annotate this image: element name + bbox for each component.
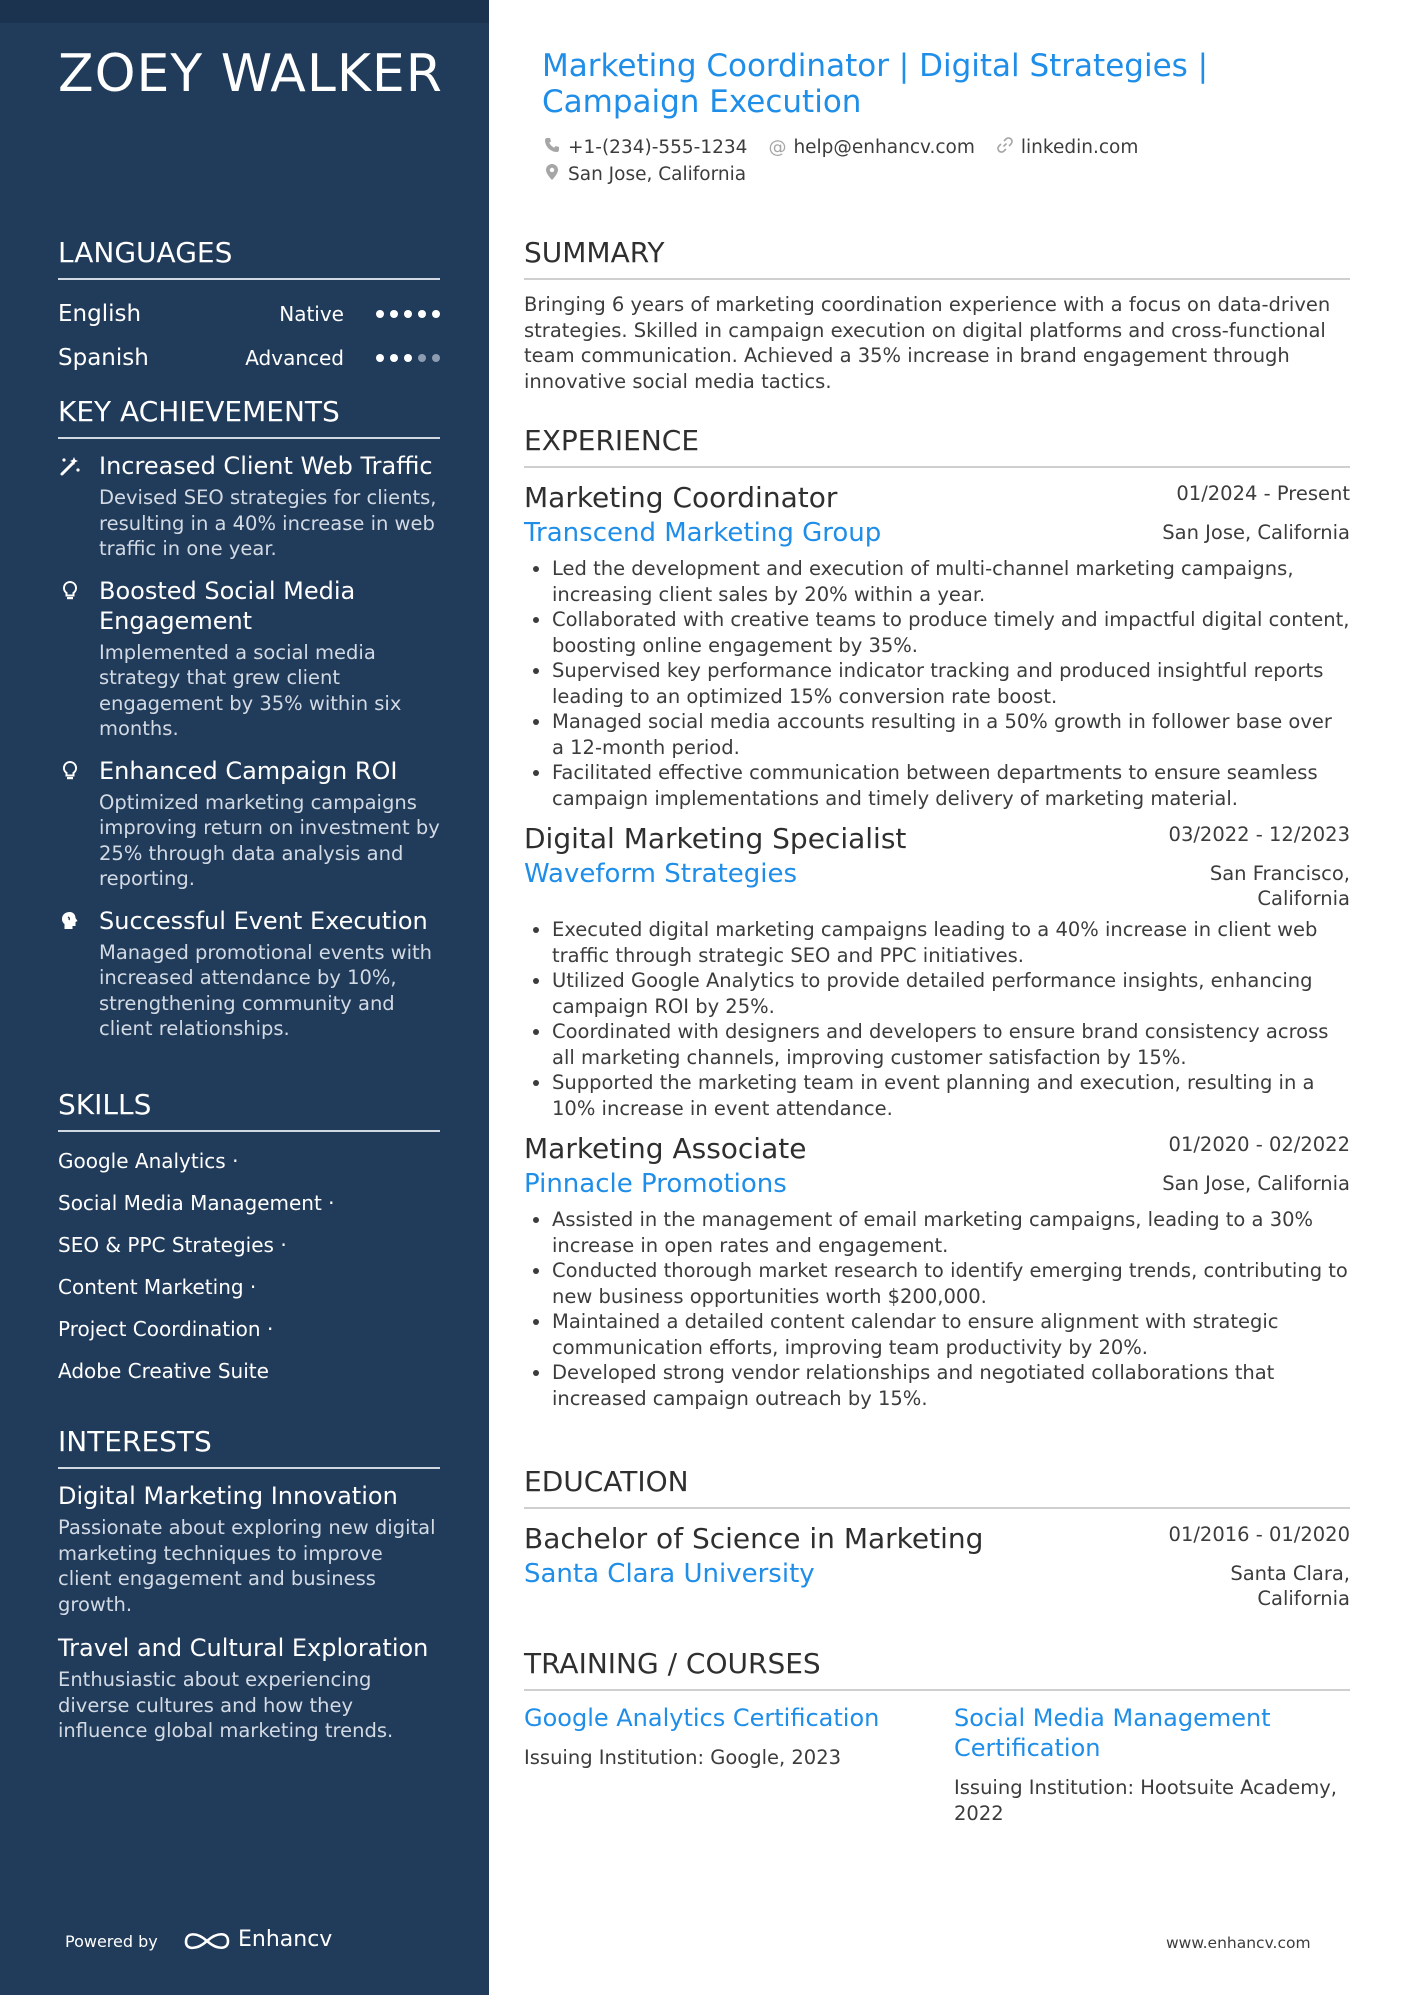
course-title: Social Media Management Certification bbox=[954, 1704, 1271, 1762]
sidebar-top-band bbox=[0, 0, 489, 23]
linkedin-item[interactable] bbox=[995, 136, 1138, 159]
brand-name: Enhancv bbox=[238, 1927, 333, 1952]
dot-filled bbox=[390, 310, 398, 318]
job-date: 01/2020 - 02/2022 bbox=[1168, 1133, 1350, 1156]
skills-section bbox=[58, 1088, 440, 1396]
list-item: • Coordinated with designers and developers to ensure brand consistency across all marketing channels, improving customer satisfaction by 15%. bbox=[552, 1019, 1350, 1070]
job-header bbox=[524, 480, 1350, 516]
language-row bbox=[58, 336, 440, 380]
job-company: Transcend Marketing Group bbox=[524, 518, 882, 548]
main-content bbox=[489, 0, 1410, 1995]
courses-list bbox=[524, 1703, 1350, 1826]
linkedin-text[interactable]: linkedin.com bbox=[1020, 137, 1139, 158]
job-header bbox=[524, 821, 1350, 857]
skill-item: Content Marketing · bbox=[58, 1275, 257, 1299]
job-company: Waveform Strategies bbox=[524, 859, 798, 889]
job-location: San Jose, California bbox=[1162, 1172, 1350, 1195]
achievement-description: Managed promotional events with increased attendance by 10%, strengthening community and client relationships. bbox=[99, 940, 433, 1040]
dot-empty bbox=[432, 354, 440, 362]
job-bullets bbox=[524, 917, 1350, 1121]
job-location: San Jose, California bbox=[1162, 521, 1350, 544]
interests-section bbox=[58, 1425, 440, 1760]
languages-heading: LANGUAGES bbox=[58, 236, 440, 280]
skill-item: Google Analytics · bbox=[58, 1149, 239, 1173]
dot-filled bbox=[432, 310, 440, 318]
sidebar bbox=[0, 0, 489, 1995]
job-location: San Francisco, California bbox=[1209, 862, 1350, 910]
job-bullets bbox=[524, 556, 1350, 811]
summary-heading: SUMMARY bbox=[524, 236, 1350, 280]
achievement-title: Successful Event Execution bbox=[99, 906, 428, 935]
interest-description: Enthusiastic about experiencing diverse cultures and how they influence global marketing trends. bbox=[58, 1668, 394, 1742]
link-icon bbox=[995, 136, 1015, 159]
courses-section bbox=[524, 1647, 1350, 1826]
lightbulb-icon bbox=[58, 760, 82, 784]
skill-item: Social Media Management · bbox=[58, 1191, 335, 1215]
dot-filled bbox=[390, 354, 398, 362]
dot-filled bbox=[404, 310, 412, 318]
powered-by-label: Powered by bbox=[65, 1932, 158, 1951]
list-item: • Developed strong vendor relationships and negotiated collaborations that increased campaign outreach by 15%. bbox=[552, 1360, 1350, 1411]
degree-title: Bachelor of Science in Marketing bbox=[524, 1522, 984, 1555]
skill-item: SEO & PPC Strategies · bbox=[58, 1233, 287, 1257]
language-dots bbox=[376, 354, 440, 362]
achievements-section bbox=[58, 395, 440, 1056]
course-institution: Issuing Institution: Hootsuite Academy, 2022 bbox=[954, 1776, 1337, 1825]
wand-icon bbox=[58, 455, 82, 479]
languages-section bbox=[58, 236, 440, 380]
job-subheader bbox=[524, 857, 1350, 911]
language-row bbox=[58, 292, 440, 336]
skill-item: Adobe Creative Suite bbox=[58, 1359, 269, 1383]
job-entry bbox=[524, 1131, 1350, 1411]
list-item: • Executed digital marketing campaigns leading to a 40% increase in client web traffic through strategic SEO and PPC initiatives. bbox=[552, 917, 1350, 968]
contact-row bbox=[542, 161, 1342, 188]
phone-icon bbox=[542, 137, 562, 158]
course-title: Google Analytics Certification bbox=[524, 1704, 880, 1732]
job-header bbox=[524, 1131, 1350, 1167]
achievement-item bbox=[58, 906, 440, 1042]
summary-section bbox=[524, 236, 1350, 394]
language-dots bbox=[376, 310, 440, 318]
job-date: 03/2022 - 12/2023 bbox=[1168, 823, 1350, 846]
interest-title: Travel and Cultural Exploration bbox=[58, 1634, 429, 1662]
location-text: San Jose, California bbox=[568, 164, 747, 185]
list-item: • Managed social media accounts resulting in a 50% growth in follower base over a 12-month period. bbox=[552, 709, 1350, 760]
lightbulb-icon bbox=[58, 580, 82, 604]
phone-text: +1-(234)-555-1234 bbox=[568, 137, 748, 158]
achievement-description: Optimized marketing campaigns improving return on investment by 25% through data analysis and reporting. bbox=[99, 790, 440, 890]
achievement-title: Boosted Social Media Engagement bbox=[99, 576, 356, 635]
contact-info bbox=[542, 134, 1342, 188]
list-item: • Conducted thorough market research to identify emerging trends, contributing to new business opportunities worth $200,000. bbox=[552, 1258, 1350, 1309]
courses-heading: TRAINING / COURSES bbox=[524, 1647, 1350, 1691]
dot-empty bbox=[418, 354, 426, 362]
course-institution: Issuing Institution: Google, 2023 bbox=[524, 1746, 842, 1769]
email-text[interactable]: help@enhancv.com bbox=[793, 137, 975, 158]
interest-description: Passionate about exploring new digital marketing techniques to improve client engagement and business growth. bbox=[58, 1516, 436, 1616]
job-entry bbox=[524, 821, 1350, 1121]
skill-item: Project Coordination · bbox=[58, 1317, 274, 1341]
job-title: Marketing Coordinator bbox=[524, 481, 838, 514]
job-company: Pinnacle Promotions bbox=[524, 1169, 787, 1199]
job-bullets bbox=[524, 1207, 1350, 1411]
education-heading: EDUCATION bbox=[524, 1465, 1350, 1509]
candidate-name: ZOEY WALKER bbox=[58, 44, 443, 104]
education-section bbox=[524, 1465, 1350, 1611]
dot-filled bbox=[376, 354, 384, 362]
email-item[interactable] bbox=[767, 137, 974, 158]
list-item: • Assisted in the management of email marketing campaigns, leading to a 30% increase in open rates and engagement. bbox=[552, 1207, 1350, 1258]
education-subheader bbox=[524, 1557, 1350, 1611]
education-header bbox=[524, 1521, 1350, 1557]
school-name: Santa Clara University bbox=[524, 1559, 815, 1589]
language-name: Spanish bbox=[58, 345, 149, 371]
contact-row bbox=[542, 134, 1342, 161]
language-name: English bbox=[58, 301, 142, 327]
job-title: Marketing Associate bbox=[524, 1132, 807, 1165]
job-subheader bbox=[524, 1167, 1350, 1201]
interests-heading: INTERESTS bbox=[58, 1425, 440, 1469]
education-date: 01/2016 - 01/2020 bbox=[1168, 1523, 1350, 1546]
job-subheader bbox=[524, 516, 1350, 550]
brain-icon bbox=[58, 910, 82, 934]
achievement-title: Increased Client Web Traffic bbox=[99, 452, 433, 480]
footer-url[interactable]: www.enhancv.com bbox=[1166, 1934, 1311, 1952]
education-location: Santa Clara, California bbox=[1230, 1562, 1350, 1610]
list-item: • Maintained a detailed content calendar to ensure alignment with strategic communication efforts, improving team productivity by 20%. bbox=[552, 1309, 1350, 1360]
list-item: • Led the development and execution of multi-channel marketing campaigns, increasing client sales by 20% within a year. bbox=[552, 556, 1350, 607]
list-item: • Utilized Google Analytics to provide detailed performance insights, enhancing campaign ROI by 25%. bbox=[552, 968, 1350, 1019]
achievement-title: Enhanced Campaign ROI bbox=[99, 756, 398, 785]
list-item: • Supported the marketing team in event planning and execution, resulting in a 10% increase in event attendance. bbox=[552, 1070, 1350, 1121]
experience-section bbox=[524, 424, 1350, 1421]
phone-item bbox=[542, 137, 747, 158]
headline: Marketing Coordinator | Digital Strategies | Campaign Execution bbox=[542, 48, 1209, 120]
job-title: Digital Marketing Specialist bbox=[524, 822, 907, 855]
achievement-item bbox=[58, 756, 440, 892]
course-item bbox=[524, 1703, 954, 1826]
summary-text: Bringing 6 years of marketing coordination experience with a focus on data-driven strategies. Skilled in campaign execution on digital platforms and cross-functional team communication. Achieved a 35% increase in brand engagement through innovative social media tactics. bbox=[524, 293, 1331, 393]
location-pin-icon bbox=[542, 163, 562, 186]
job-date: 01/2024 - Present bbox=[1176, 482, 1350, 505]
interest-title: Digital Marketing Innovation bbox=[58, 1482, 398, 1510]
achievement-description: Devised SEO strategies for clients, resulting in a 40% increase in web traffic in one year. bbox=[99, 486, 437, 560]
job-entry bbox=[524, 480, 1350, 811]
dot-filled bbox=[376, 310, 384, 318]
at-sign-icon: @ bbox=[768, 137, 787, 158]
achievement-item bbox=[58, 451, 440, 562]
language-level: Advanced bbox=[245, 346, 344, 370]
list-item: • Facilitated effective communication between departments to ensure seamless campaign implementations and timely delivery of marketing material. bbox=[552, 760, 1350, 811]
achievements-heading: KEY ACHIEVEMENTS bbox=[58, 395, 440, 439]
location-item bbox=[542, 163, 746, 186]
course-item bbox=[954, 1703, 1350, 1826]
list-item: • Supervised key performance indicator tracking and produced insightful reports leading to an optimized 15% conversion rate boost. bbox=[552, 658, 1350, 709]
achievement-description: Implemented a social media strategy that grew client engagement by 35% within six months. bbox=[99, 640, 402, 740]
skills-heading: SKILLS bbox=[58, 1088, 440, 1132]
dot-filled bbox=[404, 354, 412, 362]
language-level: Native bbox=[279, 302, 344, 326]
list-item: • Collaborated with creative teams to produce timely and impactful digital content, boosting online engagement by 35%. bbox=[552, 607, 1350, 658]
dot-filled bbox=[418, 310, 426, 318]
enhancv-logo bbox=[183, 1925, 353, 1957]
experience-heading: EXPERIENCE bbox=[524, 424, 1350, 468]
achievement-item bbox=[58, 576, 440, 742]
